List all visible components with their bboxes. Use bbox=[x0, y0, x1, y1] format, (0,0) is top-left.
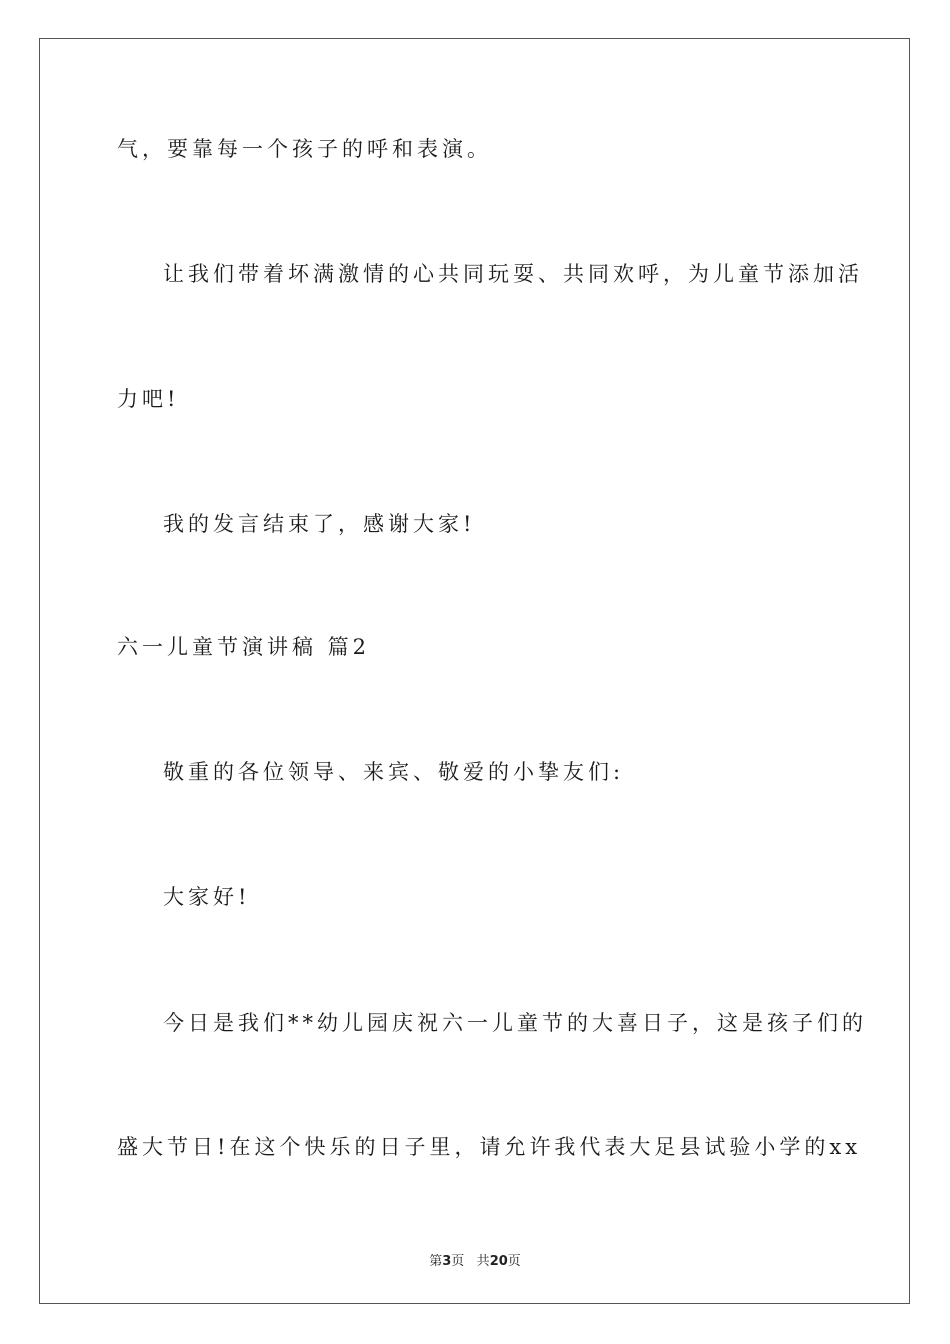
footer-total-unit: 页 bbox=[507, 1254, 521, 1269]
page-frame bbox=[39, 38, 910, 1304]
section-heading: 六一儿童节演讲稿 篇2 bbox=[117, 635, 371, 659]
footer-page-prefix: 第 bbox=[429, 1254, 443, 1269]
footer-page-total: 20 bbox=[489, 1254, 508, 1269]
footer-total-prefix: 共 bbox=[476, 1254, 490, 1269]
paragraph-line: 力吧! bbox=[117, 387, 180, 411]
paragraph-line: 我的发言结束了，感谢大家! bbox=[163, 512, 476, 536]
footer-page-unit: 页 bbox=[451, 1254, 465, 1269]
paragraph-line: 让我们带着坏满激情的心共同玩耍、共同欢呼，为儿童节添加活 bbox=[163, 262, 863, 286]
salutation-line: 敬重的各位领导、来宾、敬爱的小挚友们: bbox=[163, 760, 625, 784]
greeting-line: 大家好! bbox=[163, 885, 251, 909]
paragraph-line: 盛大节日!在这个快乐的日子里，请允许我代表大足县试验小学的xx bbox=[117, 1135, 862, 1159]
paragraph-line: 气，要靠每一个孩子的呼和表演。 bbox=[117, 137, 492, 161]
paragraph-line: 今日是我们**幼儿园庆祝六一儿童节的大喜日子，这是孩子们的 bbox=[163, 1011, 867, 1035]
footer-page-current: 3 bbox=[442, 1254, 452, 1269]
page-footer bbox=[0, 1250, 950, 1269]
